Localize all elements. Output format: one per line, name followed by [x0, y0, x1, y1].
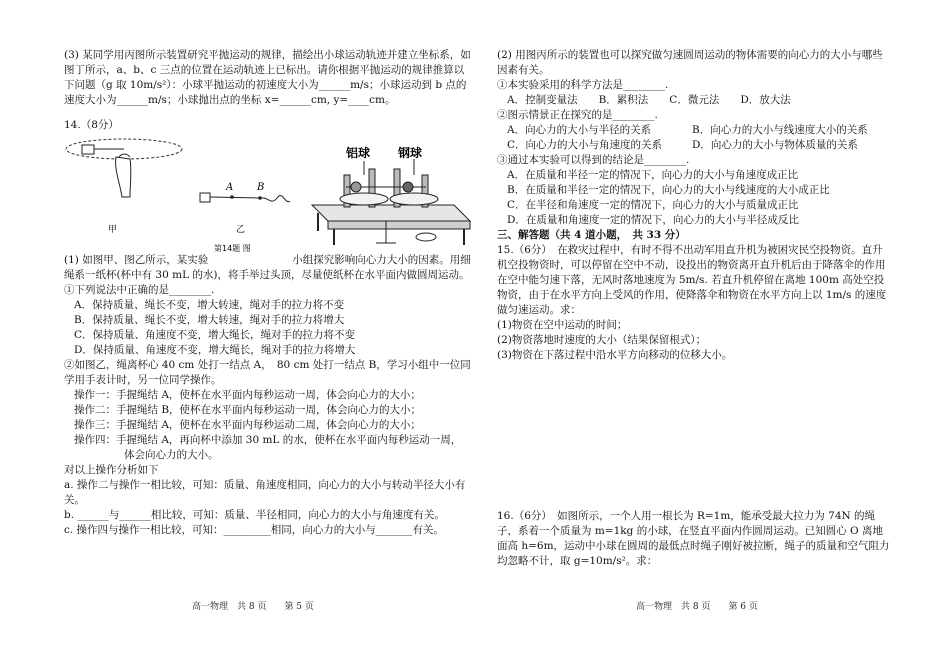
conclusion-option-A: A．在质量和半径一定的情况下，向心力的大小与角速度成正比	[507, 169, 799, 181]
footer-right: 高一物理 共 8 页 第 6 页	[636, 602, 758, 612]
q14-part1-question1: ①下列说法中正确的是________.	[64, 284, 215, 296]
label-B: B	[257, 182, 265, 193]
q16-text: 16.（6分） 如图所示，一个人用一根长为 R=1m，能承受最大拉力为 74N 的绳子，系着一个质量为 m=1kg 的小球，在竖直平面内作圆周运动。已知圆心 O 离地面高 h=6m，运动中小球在圆周的最低点时绳子刚好被拉断，绳子的质量和空气阻力均忽略不计，取 g=10m/s²。求：	[497, 510, 890, 567]
option-B: B．保持质量、绳长不变，增大转速，绳对手的拉力将增大	[74, 314, 345, 326]
label-A: A	[226, 182, 234, 193]
study-options-row-1	[497, 123, 892, 138]
figure-caption: 第14题 图	[214, 244, 251, 253]
study-option-A: A．向心力的大小与半径的关系	[507, 124, 652, 136]
footer-left: 高一物理 共 8 页 第 5 页	[192, 602, 314, 612]
figure-jia	[66, 139, 182, 197]
label-jia: 甲	[108, 225, 118, 235]
conclusion-option-D: D．在质量和角速度一定的情况下，向心力的大小与半径成反比	[507, 214, 799, 226]
analysis-a: a. 操作二与操作一相比较，可知：质量、角速度相同，向心力的大小与转动半径大小有关。	[64, 479, 466, 506]
q14-figures	[64, 135, 474, 253]
option-A: A．保持质量、绳长不变，增大转速，绳对手的拉力将不变	[74, 299, 345, 311]
q14-part2-question3: ③通过本实验可以得到的结论是________.	[497, 154, 690, 166]
figure-bing-apparatus	[312, 159, 470, 245]
study-options-row-2	[497, 138, 892, 153]
option-C: C．保持质量、角速度不变，增大绳长，绳对手的拉力将不变	[74, 329, 356, 341]
q15-text: 15.（6分） 在救灾过程中，有时不得不出动军用直升机为被困灾民空投物资。直升机空投物资时，可以停留在空中不动，设投出的物资离开直升机后由于降落伞的作用在空中能匀速下落，无风时落地速度为 5m/s. 若直升机停留在离地 100m 高处空投物资，由于在水平方向上受风的作用，使降落伞和物资在水平方向上以 1m/s 的速度做匀速运动。求：	[497, 244, 887, 316]
right-column	[497, 48, 892, 569]
q14-part2: (2) 用图丙所示的装置也可以探究做匀速圆周运动的物体需要的向心力的大小与哪些因素有关。	[497, 49, 883, 76]
analysis-c: c. 操作四与操作一相比较，可知：_________相同，向心力的大小与_______有关。	[64, 524, 445, 536]
conclusion-option-B: B．在质量和半径一定的情况下，向心力的大小与线速度的大小成正比	[507, 184, 830, 196]
study-option-C: C．向心力的大小与角速度的关系	[507, 139, 663, 151]
label-steel-ball: 钢球	[398, 146, 423, 160]
figure-yi	[200, 193, 290, 202]
conclusion-option-C: C．在半径和角速度一定的情况下，向心力的大小与质量成正比	[507, 199, 799, 211]
q15-item-2: (2)物资落地时速度的大小（结果保留根式）；	[497, 334, 707, 346]
q14-part2-question1: ①本实验采用的科学方法是________.	[497, 79, 669, 91]
operation-4-continued: 体会向心力的大小。	[124, 449, 219, 461]
q14-part1-question2: ②如图乙，绳离杯心 40 cm 处打一结点 A， 80 cm 处打一结点 B，学习小组中一位同学用手表计时，另一位同学操作。	[64, 359, 471, 386]
option-D: D．保持质量、角速度不变，增大绳长，绳对手的拉力将增大	[74, 344, 356, 356]
section-3-heading: 三、解答题（共 4 道小题， 共 33 分）	[497, 229, 686, 241]
operation-2: 操作二：手握绳结 B，使杯在水平面内每秒运动一周，体会向心力的大小；	[74, 404, 422, 416]
analysis-b: b. ______与______相比较，可知：质量、半径相同，向心力的大小与角速度有关。	[64, 509, 445, 521]
study-option-D: D．向心力的大小与物体质量的关系	[692, 139, 858, 151]
method-options: A．控制变量法 B．累积法 C．微元法 D．放大法	[507, 94, 791, 106]
study-option-B: B．向心力的大小与线速度大小的关系	[692, 124, 868, 136]
q15-item-3: (3)物资在下落过程中沿水平方向移动的位移大小。	[497, 349, 733, 361]
q14-part1: (1) 如图甲、图乙所示，某实验 小组探究影响向心力大小的因素。用细绳系一纸杯(杯中有 30 mL 的水)，将手举过头顶，尽量使纸杯在水平面内做圆周运动。	[64, 254, 471, 281]
q14-figure-svg	[64, 135, 474, 253]
label-yi: 乙	[236, 225, 246, 235]
q13-part3: (3) 某同学用丙图所示装置研究平抛运动的规律，描绘出小球运动轨迹并建立坐标系，如图丁所示，a、b、c 三点的位置在运动轨迹上已标出。请你根据平抛运动的规律推算以下问题（g 取 10m/s²）：小球平抛运动的初速度大小为______m/s；小球运动到 b 点的速度大小为______m/s；小球抛出点的坐标 x=______cm, y=____cm。	[64, 49, 471, 106]
label-aluminum-ball: 铝球	[346, 146, 371, 160]
operation-1: 操作一：手握绳结 A，使杯在水平面内每秒运动一周，体会向心力的大小；	[74, 389, 421, 401]
q14-heading: 14.（8分）	[64, 119, 119, 131]
analysis-heading: 对以上操作分析如下	[64, 464, 159, 476]
q14-part2-question2: ②图示情景正在探究的是________.	[497, 109, 658, 121]
q15-item-1: (1)物资在空中运动的时间；	[497, 319, 628, 331]
left-column	[64, 48, 474, 538]
operation-4: 操作四：手握绳结 A，再向杯中添加 30 mL 的水，使杯在水平面内每秒运动一周，	[74, 434, 462, 446]
operation-3: 操作三：手握绳结 A，使杯在水平面内每秒运动二周，体会向心力的大小；	[74, 419, 421, 431]
